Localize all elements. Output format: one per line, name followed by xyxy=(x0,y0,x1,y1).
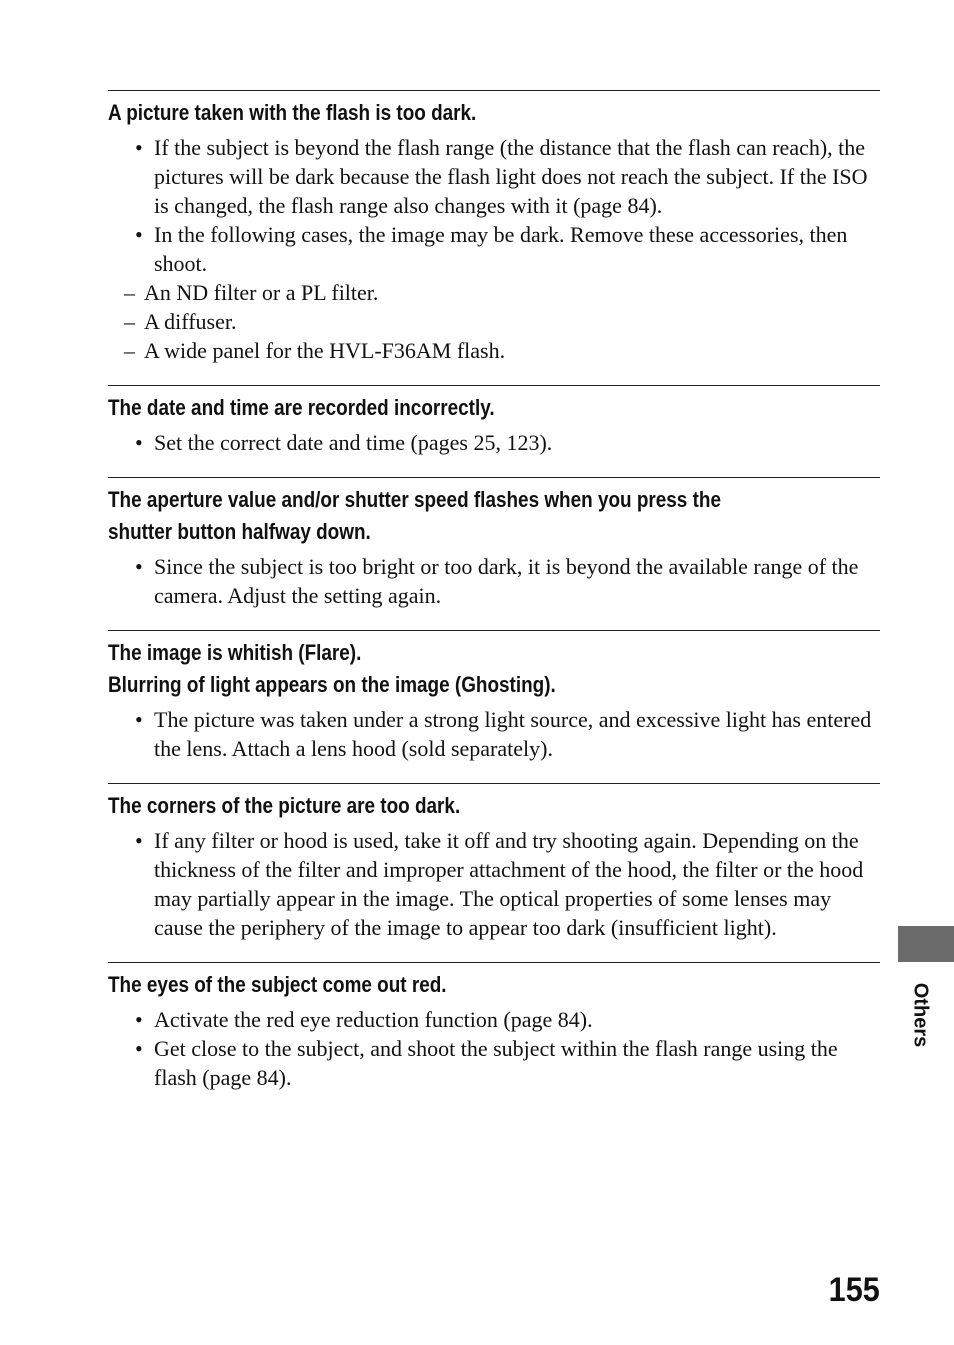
item-text: Set the correct date and time (pages 25, 123). xyxy=(154,430,553,455)
section-heading xyxy=(108,97,880,129)
item-text: In the following cases, the image may be dark. Remove these accessories, then shoot. xyxy=(154,222,848,276)
heading-line: The date and time are recorded incorrectly. xyxy=(108,395,495,420)
item-text: Get close to the subject, and shoot the subject within the flash range using the flash (page 84). xyxy=(154,1036,838,1090)
sub-list-item: – An ND filter or a PL filter. xyxy=(116,278,880,307)
bullet-list xyxy=(108,1005,880,1092)
list-item xyxy=(108,220,880,365)
section-flash-too-dark xyxy=(108,90,880,365)
bullet-list xyxy=(108,826,880,942)
section-heading xyxy=(108,484,880,548)
sub-list-item: – A diffuser. xyxy=(116,307,880,336)
heading-line: The corners of the picture are too dark. xyxy=(108,793,461,818)
list-item xyxy=(108,1005,880,1034)
section-heading xyxy=(108,637,880,701)
item-text: The picture was taken under a strong light source, and excessive light has entered the lens. Attach a lens hood (sold separately). xyxy=(154,707,872,761)
heading-line: The aperture value and/or shutter speed flashes when you press the xyxy=(108,487,721,512)
bullet-list xyxy=(108,133,880,365)
list-item xyxy=(108,1034,880,1092)
section-aperture-flashes xyxy=(108,477,880,610)
section-date-time xyxy=(108,385,880,457)
section-flare-ghosting xyxy=(108,630,880,763)
list-item xyxy=(108,705,880,763)
sub-list-item: – A wide panel for the HVL-F36AM flash. xyxy=(116,336,880,365)
section-heading xyxy=(108,969,880,1001)
page-number: 155 xyxy=(828,1271,880,1309)
list-item xyxy=(108,428,880,457)
heading-line: Blurring of light appears on the image (Ghosting). xyxy=(108,672,556,697)
troubleshooting-content xyxy=(108,90,880,1112)
list-item xyxy=(108,552,880,610)
section-heading xyxy=(108,392,880,424)
bullet-list xyxy=(108,552,880,610)
heading-line: shutter button halfway down. xyxy=(108,519,371,544)
section-tab-label: Others xyxy=(909,982,932,1048)
bullet-list xyxy=(108,705,880,763)
list-item xyxy=(108,133,880,220)
heading-line: The image is whitish (Flare). xyxy=(108,640,362,665)
section-tab-marker xyxy=(898,926,954,962)
list-item xyxy=(108,826,880,942)
section-corners-dark xyxy=(108,783,880,942)
heading-line: A picture taken with the flash is too dark. xyxy=(108,100,477,125)
heading-line: The eyes of the subject come out red. xyxy=(108,972,447,997)
item-text: If any filter or hood is used, take it off and try shooting again. Depending on the thickness of the filter and improper attachment of the hood, the filter or the hood may partially appear in the image. The optical properties of some lenses may cause the periphery of the image to appear too dark (insufficient light). xyxy=(154,828,864,940)
item-text: Since the subject is too bright or too dark, it is beyond the available range of the camera. Adjust the setting again. xyxy=(154,554,859,608)
section-heading xyxy=(108,790,880,822)
item-text: If the subject is beyond the flash range (the distance that the flash can reach), the pictures will be dark because the flash light does not reach the subject. If the ISO is changed, the flash range also changes with it (page 84). xyxy=(154,135,868,218)
bullet-list xyxy=(108,428,880,457)
section-red-eye xyxy=(108,962,880,1092)
sub-list xyxy=(144,278,880,365)
item-text: Activate the red eye reduction function (page 84). xyxy=(154,1007,593,1032)
